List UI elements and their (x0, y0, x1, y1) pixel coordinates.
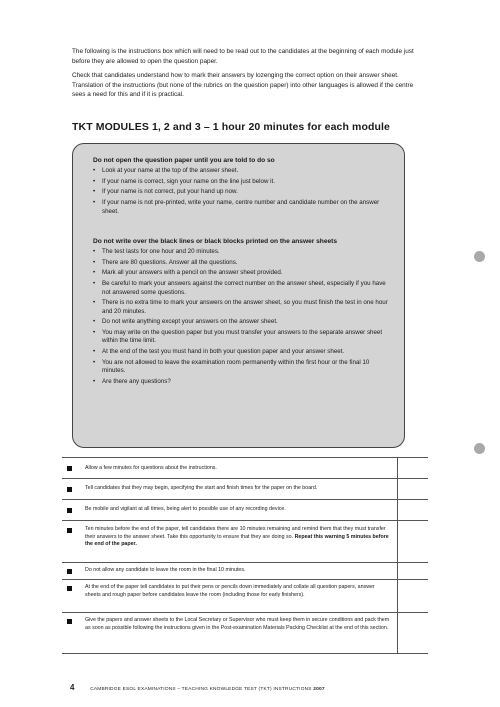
checklist-row (62, 521, 428, 563)
bullet-square-icon (67, 528, 72, 533)
bullet-square-icon (67, 508, 72, 513)
footer-year: 2007 (313, 687, 325, 692)
checklist-row (62, 479, 428, 500)
instruction-item: • There is no extra time to mark your answers on the answer sheet, so you must finish the test in one hour and 20 minutes. (93, 299, 393, 316)
checklist-text: At the end of the paper tell candidates to put their pens or pencils down immediately and collate all question papers, answer sheets and rough paper before candidates leave the room (including those for early finishers). (85, 584, 375, 598)
page-footer (70, 683, 325, 692)
checkbox-column-divider (397, 613, 398, 653)
checklist-row (62, 580, 428, 613)
intro-paragraph-2: Check that candidates understand how to mark their answers by lozenging the correct option on their answer sheet. Translation of the instructions (but none of the rubrics on the question paper) into other languages is allowed if the centre sees a need for this and if it is practical. (72, 72, 414, 99)
punch-hole-marker-icon (474, 251, 485, 262)
instructions-section-1-list (93, 167, 393, 216)
instruction-item: • Do not write anything except your answers on the answer sheet. (93, 318, 393, 326)
checklist-text-main: Ten minutes before the end of the paper, tell candidates there are 10 minutes remaining and remind them that they must transfer their answers to the answer sheet. Take this opportunity to ensure that they are doing so. (85, 526, 386, 540)
instructions-section-1-title: Do not open the question paper until you are told to do so (93, 157, 275, 164)
footer-text: CAMBRIDGE ESOL EXAMINATIONS – TEACHING KNOWLEDGE TEST (TKT) INSTRUCTIONS (90, 687, 312, 692)
checklist-text: Allow a few minutes for questions about the instructions. (85, 465, 217, 471)
instruction-item: • The test lasts for one hour and 20 minutes. (93, 248, 393, 256)
bullet-square-icon (67, 569, 72, 574)
bullet-square-icon (67, 466, 72, 471)
instructions-section-1 (93, 157, 393, 218)
invigilator-checklist (62, 457, 428, 654)
instruction-item: • Are there any questions? (93, 378, 393, 386)
checklist-text: Do not allow any candidate to leave the room in the final 10 minutes. (85, 567, 246, 573)
checklist-row (62, 613, 428, 654)
checklist-text-bold: Repeat this warning 5 minutes before the end of the paper. (85, 533, 389, 548)
instruction-item: • You are not allowed to leave the examination room permanently within the first hour or the final 10 minutes. (93, 359, 393, 376)
instructions-box (72, 143, 405, 448)
checkbox-column-divider (397, 580, 398, 612)
checkbox-column-divider (397, 563, 398, 579)
checklist-text: Give the papers and answer sheets to the Local Secretary or Supervisor who must keep them in secure conditions and pack them as soon as possible following the instructions given in the Post-examination Materials Packing Checklist at the end of this section. (85, 617, 390, 631)
bullet-square-icon (67, 487, 72, 492)
instruction-item: • At the end of the test you must hand in both your question paper and your answer sheet. (93, 348, 393, 356)
instruction-item: • Mark all your answers with a pencil on the answer sheet provided. (93, 269, 393, 277)
instructions-section-2-title: Do not write over the black lines or black blocks printed on the answer sheets (93, 238, 338, 245)
intro-paragraph-1: The following is the instructions box which will need to be read out to the candidates at the beginning of each module just before they are allowed to open the question paper. (72, 48, 414, 65)
instructions-section-2 (93, 238, 393, 389)
section-heading: TKT MODULES 1, 2 and 3 – 1 hour 20 minutes for each module (72, 121, 390, 133)
instruction-item: • If your name is not correct, put your hand up now. (93, 188, 393, 196)
checkbox-column-divider (397, 479, 398, 499)
intro-text (72, 47, 420, 105)
instruction-item: • There are 80 questions. Answer all the questions. (93, 259, 393, 267)
checkbox-column-divider (397, 500, 398, 520)
punch-hole-marker-icon (474, 443, 485, 454)
checklist-text (85, 526, 390, 549)
checklist-row (62, 563, 428, 580)
checkbox-column-divider (397, 521, 398, 562)
checklist-text: Be mobile and vigilant at all times, being alert to possible use of any recording device. (85, 506, 286, 512)
bullet-square-icon (67, 586, 72, 591)
instruction-item: • Be careful to mark your answers against the correct number on the answer sheet, especially if you have not answered some questions. (93, 280, 393, 297)
instruction-item: • You may write on the question paper but you must transfer your answers to the separate answer sheet within the time limit. (93, 329, 393, 346)
checklist-text: Tell candidates that they may begin, specifying the start and finish times for the paper on the board. (85, 485, 318, 491)
checkbox-column-divider (397, 458, 398, 478)
checklist-row (62, 457, 428, 479)
instruction-item: • If your name is correct, sign your name on the line just below it. (93, 178, 393, 186)
instruction-item: • Look at your name at the top of the answer sheet. (93, 167, 393, 175)
instruction-item: • If your name is not pre-printed, write your name, centre number and candidate number on the answer sheet. (93, 199, 393, 216)
instructions-section-2-list (93, 248, 393, 386)
bullet-square-icon (67, 619, 72, 624)
checklist-row (62, 500, 428, 521)
page-number: 4 (70, 683, 75, 692)
